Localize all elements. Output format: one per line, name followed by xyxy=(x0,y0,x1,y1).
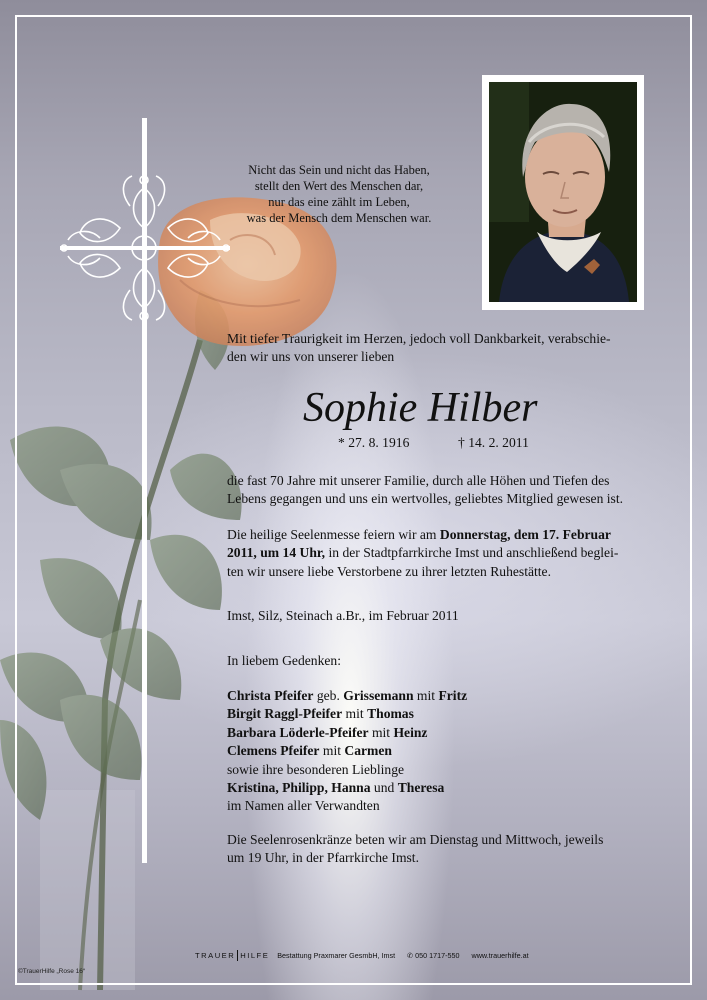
deceased-name: Sophie Hilber xyxy=(303,385,538,431)
rosary-text xyxy=(227,831,603,868)
mourner-row: im Namen aller Verwandten xyxy=(227,798,380,814)
portrait-frame xyxy=(482,75,644,310)
mass-line: Die heilige Seelenmesse feiern wir am Donnerstag, dem 17. Februar xyxy=(227,527,611,542)
mass-line: 2011, um 14 Uhr, in der Stadtpfarrkirche Imst und anschließend beglei- xyxy=(227,545,619,561)
place-date: Imst, Silz, Steinach a.Br., im Februar 2011 xyxy=(227,608,459,623)
quote-line: Nicht das Sein und nicht das Haben, xyxy=(248,163,430,177)
mourner-row: Birgit Raggl-Pfeifer mit Thomas xyxy=(227,706,414,722)
mourner-row: Kristina, Philipp, Hanna und Theresa xyxy=(227,780,445,796)
quote-line: stellt den Wert des Menschen dar, xyxy=(254,179,424,193)
phone-number: ✆ 050 1717-550 xyxy=(407,950,460,960)
mass-text xyxy=(227,526,618,581)
memorial-quote xyxy=(228,162,450,226)
copyright-notice: ©TrauerHilfe „Rose 16“ xyxy=(18,968,86,975)
mourners-list xyxy=(227,687,467,816)
life-line: die fast 70 Jahre mit unserer Familie, durch alle Höhen und Tiefen des xyxy=(227,473,610,488)
death-date: † 14. 2. 2011 xyxy=(458,435,529,450)
company-name: Bestattung Praxmarer GesmbH, Imst xyxy=(277,950,396,960)
life-line: Lebens gegangen und uns ein wertvolles, geliebtes Mitglied gewesen ist. xyxy=(227,491,624,507)
quote-line: nur das eine zählt im Leben, xyxy=(268,195,410,209)
mourner-row: Barbara Löderle-Pfeifer mit Heinz xyxy=(227,724,428,740)
life-text xyxy=(227,472,623,509)
website-link[interactable]: www.trauerhilfe.at xyxy=(471,950,529,960)
intro-line: den wir uns von unserer lieben xyxy=(227,349,395,365)
portrait-photo xyxy=(489,82,637,302)
quote-line: was der Mensch dem Menschen war. xyxy=(246,211,432,225)
mourner-row: Christa Pfeifer geb. Grissemann mit Fritz xyxy=(227,688,468,703)
birth-date: * 27. 8. 1916 xyxy=(338,435,410,450)
cross-icon xyxy=(60,118,230,863)
intro-line: Mit tiefer Traurigkeit im Herzen, jedoch voll Dankbarkeit, verabschie- xyxy=(227,331,611,346)
mass-line: ten wir unsere liebe Verstorbene zu ihrer letzten Ruhestätte. xyxy=(227,563,551,579)
phone-icon: ✆ xyxy=(407,950,414,960)
portrait-image xyxy=(489,82,637,302)
trauerhilfe-logo: TRAUER HILFE xyxy=(195,950,270,960)
mourner-row: Clemens Pfeifer mit Carmen xyxy=(227,743,392,759)
footer xyxy=(195,948,625,962)
rosary-line: um 19 Uhr, in der Pfarrkirche Imst. xyxy=(227,850,419,866)
intro-text xyxy=(227,330,611,367)
memory-label: In liebem Gedenken: xyxy=(227,653,341,668)
rosary-line: Die Seelenrosenkränze beten wir am Dienstag und Mittwoch, jeweils xyxy=(227,832,604,847)
mourner-row: sowie ihre besonderen Lieblinge xyxy=(227,761,405,777)
